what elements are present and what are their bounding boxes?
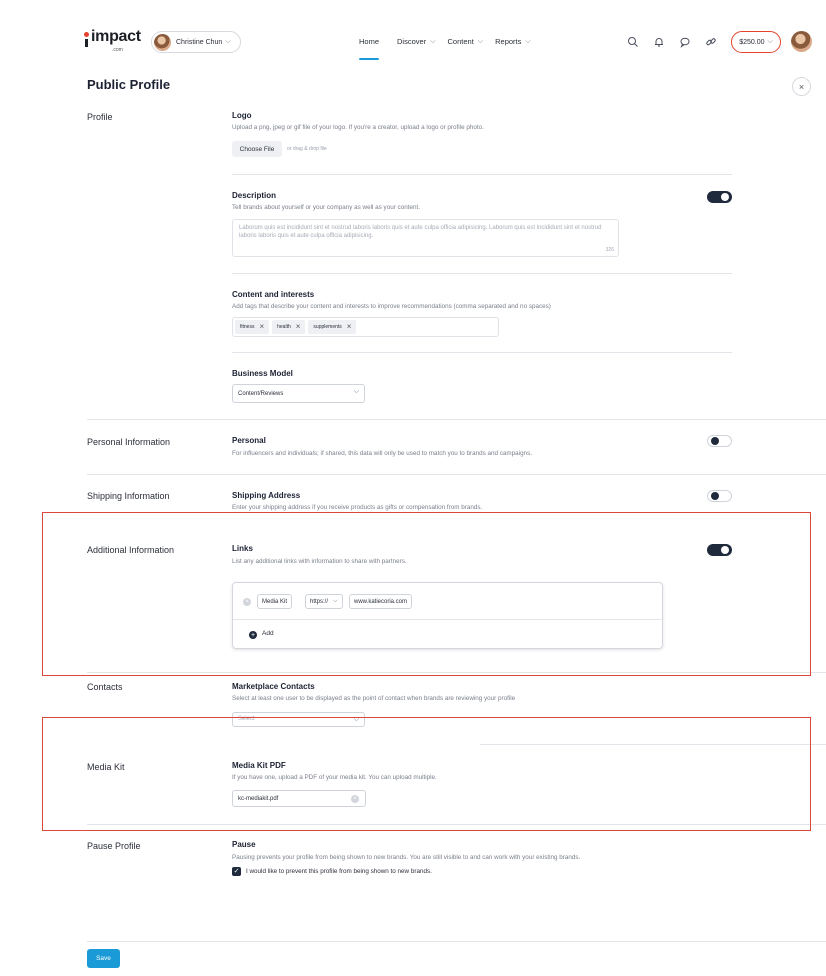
nav-reports[interactable] — [495, 37, 531, 46]
close-icon[interactable]: × — [346, 322, 352, 331]
search-icon[interactable] — [627, 35, 639, 47]
divider — [232, 174, 732, 175]
highlight-box-media-kit — [42, 717, 811, 831]
toggle-knob — [721, 193, 729, 201]
close-icon: × — [798, 81, 805, 92]
links-title: Links — [232, 544, 253, 553]
char-count: 326 — [605, 247, 614, 253]
nav-reports-label: Reports — [495, 37, 522, 46]
footer-divider — [87, 941, 826, 942]
tag-label: fitness — [240, 324, 255, 330]
section-additional: Additional Information — [87, 545, 175, 555]
section-contacts: Contacts — [87, 682, 123, 692]
account-name: Christine Chun — [176, 38, 223, 46]
content-interests-desc: Add tags that describe your content and interests to improve recommendations (comma separated and no spaces) — [232, 303, 551, 310]
business-model-title: Business Model — [232, 369, 293, 378]
nav-home-label: Home — [359, 37, 380, 46]
chevron-down-icon: ⌵ — [525, 37, 531, 45]
media-kit-desc: If you have one, upload a PDF of your media kit. You can upload multiple. — [232, 774, 437, 781]
chevron-down-icon: ⌵ — [353, 388, 359, 395]
link-label-value: Media Kit — [262, 598, 288, 605]
contacts-desc: Select at least one user to be displayed as the point of contact when brands are reviewing your profile — [232, 695, 516, 702]
description-desc: Tell brands about yourself or your company as well as your content. — [232, 204, 420, 211]
personal-desc: For influencers and individuals; if shared, this data will only be used to match you to brands and campaigns. — [232, 450, 532, 457]
business-model-select[interactable] — [232, 384, 365, 403]
toggle-knob — [711, 437, 719, 445]
highlight-box-additional — [42, 512, 811, 676]
nav-discover[interactable] — [397, 37, 436, 46]
save-button[interactable]: Save — [87, 949, 120, 968]
link-icon[interactable] — [705, 35, 717, 47]
bell-icon[interactable] — [653, 35, 665, 47]
media-kit-title: Media Kit PDF — [232, 761, 286, 770]
links-desc: List any additional links with information to share with partners. — [232, 558, 407, 565]
choose-file-button[interactable]: Choose File — [232, 141, 282, 157]
add-link-button[interactable]: Add — [262, 630, 274, 637]
content-interests-title: Content and interests — [232, 290, 315, 299]
shipping-desc: Enter your shipping address if you receive products as gifts or compensation from brands. — [232, 504, 483, 511]
section-personal: Personal Information — [87, 437, 171, 447]
chevron-down-icon: ⌵ — [333, 598, 338, 604]
personal-title: Personal — [232, 436, 266, 445]
logo-text: impact — [91, 28, 141, 45]
section-profile: Profile — [87, 112, 113, 122]
nav-home[interactable] — [359, 37, 379, 46]
section-divider — [87, 419, 826, 420]
business-model-value: Content/Reviews — [238, 390, 284, 397]
balance-button[interactable] — [731, 31, 781, 53]
divider — [232, 273, 732, 274]
protocol-value: https:// — [310, 598, 329, 605]
tag-health — [272, 320, 305, 334]
pause-title: Pause — [232, 840, 256, 849]
avatar — [154, 34, 171, 51]
remove-file-icon[interactable]: × — [351, 795, 359, 803]
chevron-down-icon: ⌵ — [767, 38, 773, 45]
tag-label: health — [277, 324, 291, 330]
close-icon[interactable]: × — [295, 322, 301, 331]
section-media-kit: Media Kit — [87, 762, 125, 772]
top-navigation-bar — [0, 0, 826, 62]
impact-logo[interactable] — [84, 30, 144, 56]
description-title: Description — [232, 191, 277, 200]
pause-checkbox-label: I would like to prevent this profile from being shown to new brands. — [246, 868, 432, 875]
tags-input[interactable] — [232, 317, 499, 337]
section-shipping: Shipping Information — [87, 491, 170, 501]
tag-fitness — [235, 320, 269, 334]
main-nav — [359, 37, 531, 46]
pause-desc: Pausing prevents your profile from being shown to new brands. You are still visible to and can work with your existing brands. — [232, 854, 581, 861]
url-value: www.katiecoria.com — [354, 598, 408, 605]
chevron-down-icon: ⌵ — [430, 37, 436, 45]
nav-discover-label: Discover — [397, 37, 427, 46]
chat-icon[interactable] — [679, 35, 691, 47]
chevron-down-icon: ⌵ — [225, 38, 231, 45]
nav-content[interactable] — [448, 37, 484, 46]
contacts-title: Marketplace Contacts — [232, 682, 315, 691]
logo-title: Logo — [232, 111, 252, 120]
pause-checkbox[interactable]: ✓ — [233, 868, 240, 875]
tag-label: supplements — [313, 324, 342, 330]
chevron-down-icon: ⌵ — [477, 37, 484, 45]
description-toggle[interactable] — [707, 191, 732, 203]
logo-stem — [85, 39, 88, 47]
close-icon[interactable]: × — [259, 322, 265, 331]
logo-dot — [84, 32, 89, 37]
description-textarea[interactable] — [232, 219, 619, 257]
media-kit-file-name: kc-mediakit.pdf — [238, 795, 279, 802]
plus-icon[interactable]: + — [250, 631, 256, 639]
toggle-knob — [711, 492, 719, 500]
description-text: Laborum quis est incididunt sint et nostrud laboris laboris quis et aute culpa officia adipisicing. Laborum quis est incididunt sint et nostrud laboris laboris quis et aute culpa officia adipisicing. — [239, 225, 602, 239]
close-button[interactable] — [792, 77, 811, 96]
nav-content-label: Content — [447, 37, 474, 46]
shipping-toggle[interactable] — [707, 490, 732, 502]
section-pause: Pause Profile — [87, 841, 141, 851]
remove-link-icon[interactable]: × — [243, 598, 251, 606]
profile-avatar[interactable] — [791, 31, 812, 52]
contacts-placeholder: Select — [238, 716, 255, 722]
personal-toggle[interactable] — [707, 435, 732, 447]
active-nav-indicator — [359, 58, 379, 60]
section-divider — [87, 474, 826, 475]
page-title: Public Profile — [87, 77, 171, 92]
chevron-down-icon: ⌵ — [353, 716, 359, 723]
account-switcher[interactable] — [151, 31, 241, 53]
logo-desc: Upload a png, jpeg or gif file of your logo. If you're a creator, upload a logo or profile photo. — [232, 124, 484, 131]
tag-supplements — [308, 320, 356, 334]
drag-drop-hint: or drag & drop file — [287, 146, 327, 152]
divider — [232, 352, 732, 353]
header-icons — [627, 35, 731, 47]
logo-sub: .com — [112, 47, 123, 53]
balance-amount: $250.00 — [739, 38, 765, 46]
shipping-title: Shipping Address — [232, 491, 301, 500]
